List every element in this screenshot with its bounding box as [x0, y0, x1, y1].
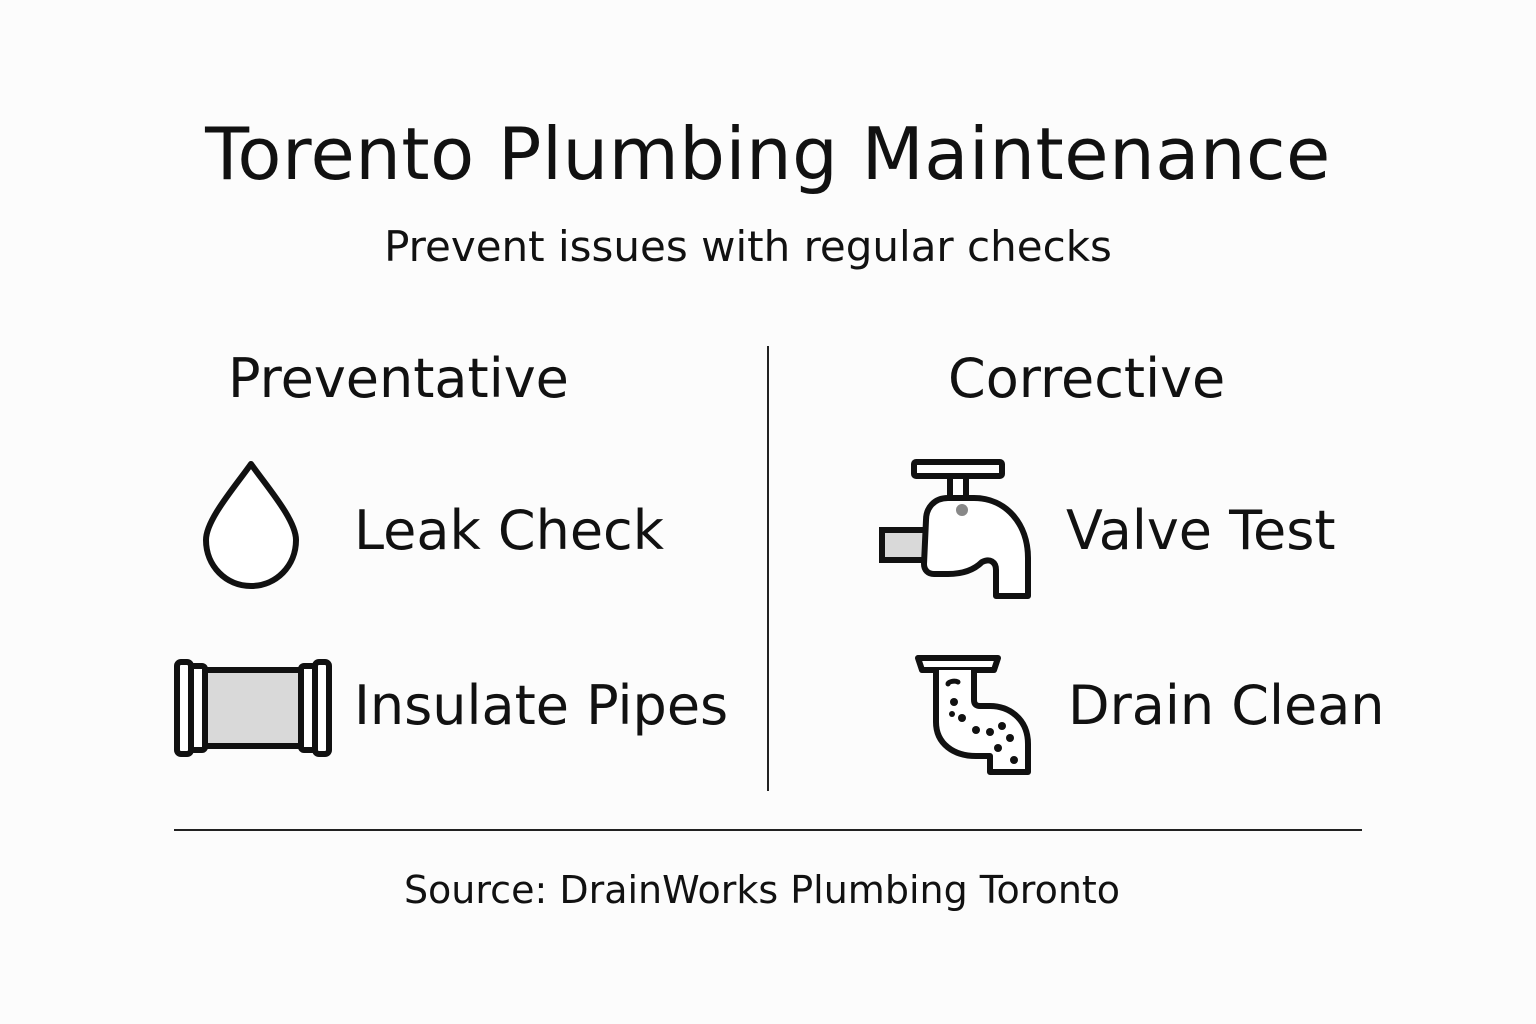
insulated-pipe-icon	[172, 658, 336, 758]
leak-check-label: Leak Check	[354, 499, 664, 562]
page-subtitle: Prevent issues with regular checks	[384, 222, 1112, 271]
source-note: Source: DrainWorks Plumbing Toronto	[403, 868, 1121, 912]
page-title: Torento Plumbing Maintenance	[205, 112, 1331, 196]
insulate-pipes-label: Insulate Pipes	[354, 674, 729, 737]
drain-clean-label: Drain Clean	[1068, 674, 1385, 737]
faucet-valve-icon	[878, 458, 1038, 602]
water-drop-icon	[196, 458, 306, 592]
footer-divider	[174, 829, 1362, 831]
corrective-heading: Corrective	[948, 347, 1226, 410]
drain-pipe-icon	[914, 652, 1038, 782]
valve-test-label: Valve Test	[1066, 499, 1336, 562]
column-divider	[767, 346, 769, 791]
preventative-heading: Preventative	[228, 347, 569, 410]
